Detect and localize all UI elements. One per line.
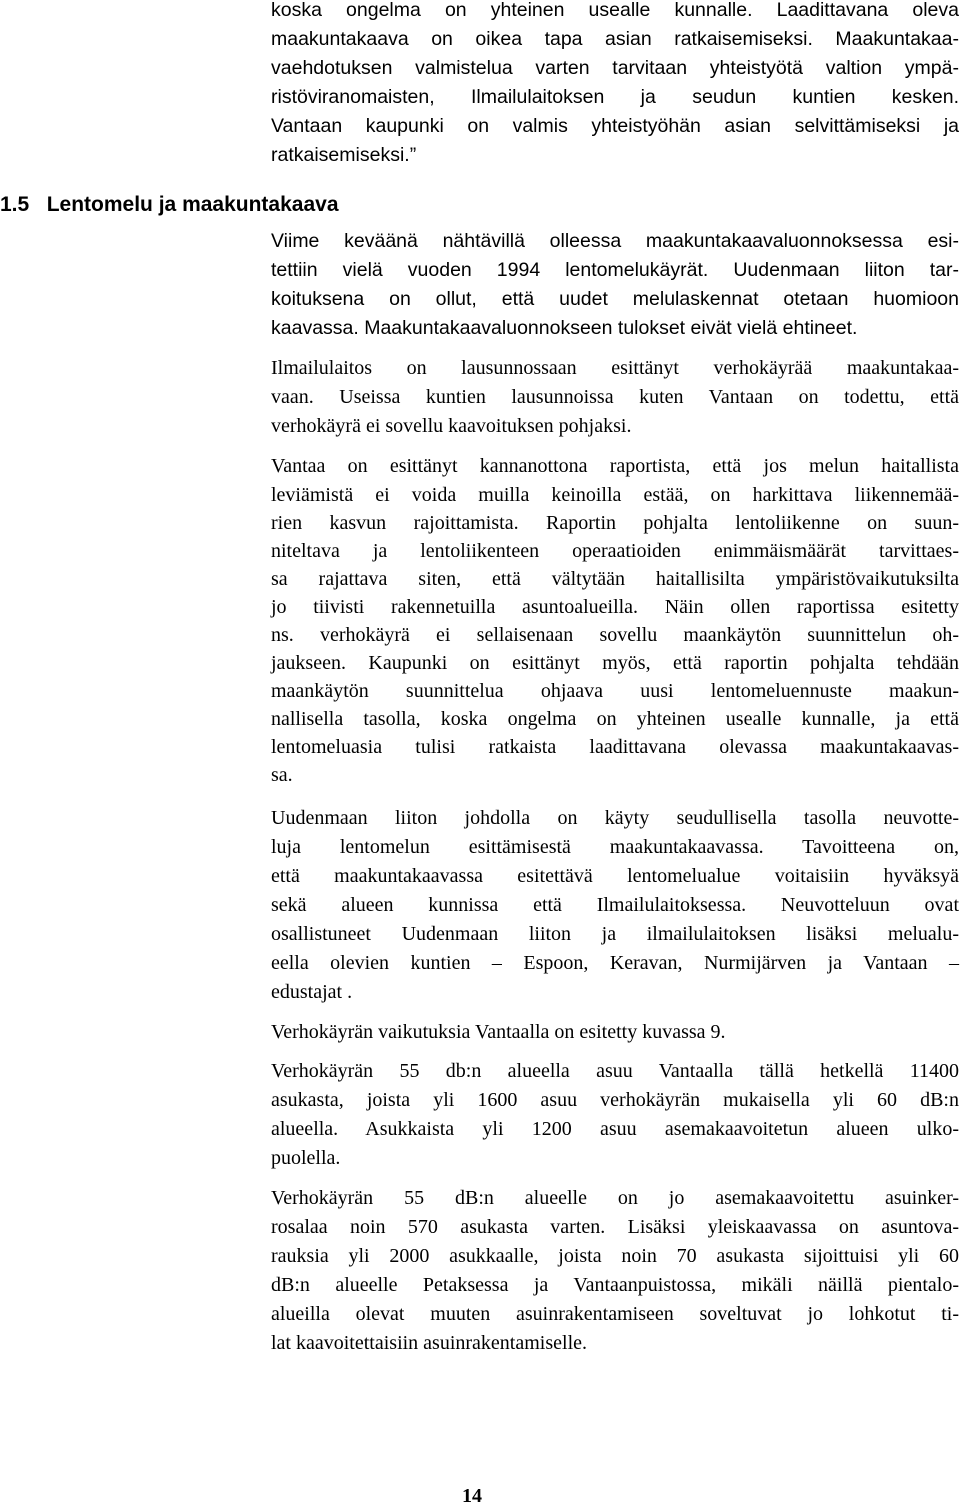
paragraph-line: maankäytön suunnittelua ohjaava uusi lentomeluennuste maakun- — [271, 680, 959, 702]
intro-line: ratkaisemiseksi.” — [271, 144, 417, 166]
paragraph-line: leviämistä ei voida muilla keinoilla estää, on harkittava liikennemää- — [271, 484, 959, 506]
paragraph-line: vaan. Useissa kuntien lausunnoissa kuten Vantaan on todettu, että — [271, 386, 959, 408]
paragraph-line: lentomeluasia tulisi ratkaista laadittavana olevassa maakuntakaavas- — [271, 736, 959, 758]
section-number: 1.5 — [0, 193, 30, 216]
paragraph-line: koituksena on ollut, että uudet melulaskennat otetaan huomioon — [271, 288, 959, 310]
paragraph-line: alueilla olevat muuten asuinrakentamiseen soveltuvat jo lohkotut ti- — [271, 1303, 959, 1325]
paragraph-line: alueella. Asukkaista yli 1200 asuu asemakaavoitetun alueen ulko- — [271, 1118, 959, 1140]
section-title: Lentomelu ja maakuntakaava — [46, 193, 339, 216]
paragraph-line: Vantaa on esittänyt kannanottona raportista, että jos melun haitallista — [271, 455, 959, 477]
paragraph-line: puolella. — [271, 1147, 341, 1169]
paragraph-line: sekä alueen kunnissa että Ilmailulaitoksessa. Neuvotteluun ovat — [271, 894, 959, 916]
paragraph-line: jaukseen. Kaupunki on esittänyt myös, että raportin pohjalta tehdään — [271, 652, 959, 674]
intro-line: Vantaan kaupunki on valmis yhteistyöhän asian selvittämiseksi ja — [271, 115, 959, 137]
intro-line: vaehdotuksen valmistelua varten tarvitaan yhteistyötä valtion ympä- — [271, 57, 959, 79]
paragraph-line: nallisella tasolla, koska ongelma on yhteinen usealle kunnalle, ja että — [271, 708, 959, 730]
paragraph-line: rosalaa noin 570 asukasta varten. Lisäksi yleiskaavassa on asuntova- — [271, 1216, 959, 1238]
paragraph-line: Uudenmaan liiton johdolla on käyty seudullisella tasolla neuvotte- — [271, 807, 959, 829]
paragraph-line: rien kasvun rajoittamista. Raportin pohjalta lentoliikenne on suun- — [271, 512, 959, 534]
paragraph-line: Verhokäyrän 55 db:n alueella asuu Vantaalla tällä hetkellä 11400 — [271, 1060, 959, 1082]
paragraph-line: verhokäyrä ei sovellu kaavoituksen pohjaksi. — [271, 415, 632, 437]
paragraph-line: asukasta, joista yli 1600 asuu verhokäyrän mukaisella yli 60 dB:n — [271, 1089, 959, 1111]
paragraph-line: Ilmailulaitos on lausunnossaan esittänyt verhokäyrää maakuntakaa- — [271, 357, 959, 379]
paragraph-line: ns. verhokäyrä ei sellaisenaan sovellu maankäytön suunnittelun oh- — [271, 624, 959, 646]
page-number: 14 — [462, 1485, 482, 1507]
paragraph-line: edustajat . — [271, 981, 353, 1003]
paragraph-line: dB:n alueelle Petaksessa ja Vantaanpuistossa, mikäli näillä pientalo- — [271, 1274, 959, 1296]
paragraph-line: Viime keväänä nähtävillä olleessa maakuntakaavaluonnoksessa esi- — [271, 230, 959, 252]
section-heading — [0, 192, 339, 218]
paragraph-line: luja lentomelun esittämisestä maakuntakaavassa. Tavoitteena on, — [271, 836, 959, 858]
paragraph-line: niteltava ja lentoliikenteen operaatioiden enimmäismäärät tarvittaes- — [271, 540, 959, 562]
paragraph-line: eella olevien kuntien – Espoon, Keravan, Nurmijärven ja Vantaan – — [271, 952, 959, 974]
paragraph-line: kaavassa. Maakuntakaavaluonnokseen tulokset eivät vielä ehtineet. — [271, 317, 858, 339]
intro-line: koska ongelma on yhteinen usealle kunnalle. Laadittavana oleva — [271, 0, 959, 21]
paragraph-line: jo tiivisti rakennetuilla asuntoalueilla. Näin ollen raportissa esitetty — [271, 596, 959, 618]
paragraph-line: Verhokäyrän vaikutuksia Vantaalla on esitetty kuvassa 9. — [271, 1021, 726, 1043]
paragraph-line: rauksia yli 2000 asukkaalle, joista noin 70 asukasta sijoittuisi yli 60 — [271, 1245, 959, 1267]
intro-line: ristöviranomaisten, Ilmailulaitoksen ja seudun kuntien kesken. — [271, 86, 959, 108]
paragraph-line: tettiin vielä vuoden 1994 lentomelukäyrät. Uudenmaan liiton tar- — [271, 259, 959, 281]
paragraph-line: Verhokäyrän 55 dB:n alueelle on jo asemakaavoitettu asuinker- — [271, 1187, 959, 1209]
paragraph-line: sa rajattava siten, että vältytään haitallisilta ympäristövaikutuksilta — [271, 568, 959, 590]
paragraph-line: osallistuneet Uudenmaan liiton ja ilmailulaitoksen lisäksi melualu- — [271, 923, 959, 945]
intro-line: maakuntakaava on oikea tapa asian ratkaisemiseksi. Maakuntakaa- — [271, 28, 959, 50]
paragraph-line: että maakuntakaavassa esitettävä lentomelualue voitaisiin hyväksyä — [271, 865, 959, 887]
paragraph-line: lat kaavoitettaisiin asuinrakentamiselle. — [271, 1332, 588, 1354]
paragraph-line: sa. — [271, 764, 293, 786]
